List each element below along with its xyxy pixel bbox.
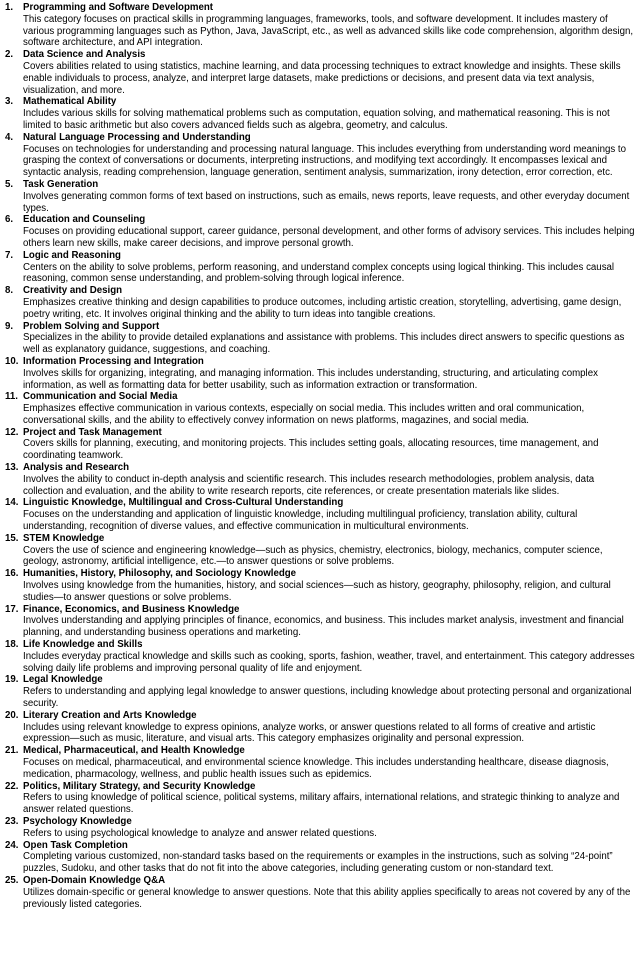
item-heading <box>5 674 637 686</box>
list-item <box>5 639 637 674</box>
list-item <box>5 132 637 179</box>
item-number: 4. <box>5 131 14 143</box>
item-description: Covers abilities related to using statistics, machine learning, and data processing techniques to extract knowledge and insights. These skills enable individuals to process, analyze, and interpret large datasets, make predictions or decisions, and present data via text analysis, visualization, and more. <box>23 60 621 96</box>
item-heading <box>5 875 637 887</box>
item-title: Humanities, History, Philosophy, and Sociology Knowledge <box>23 568 297 580</box>
list-item <box>5 745 637 780</box>
item-heading <box>5 533 637 545</box>
item-heading <box>5 840 637 852</box>
item-heading <box>5 568 637 580</box>
item-title: Life Knowledge and Skills <box>23 639 143 651</box>
list-item <box>5 214 637 249</box>
item-description: Focuses on medical, pharmaceutical, and environmental science knowledge. This includes understanding healthcare, disease diagnosis, medication, pharmacology, wellness, and public health issues such as epidemics. <box>23 757 609 780</box>
item-description: Involves using knowledge from the humanities, history, and social sciences—such as history, geography, philosophy, religion, and cultural studies—to answer questions or solve problems. <box>23 580 611 603</box>
item-title: Open-Domain Knowledge Q&A <box>23 874 166 886</box>
list-item <box>5 568 637 603</box>
list-item <box>5 250 637 285</box>
item-title: Analysis and Research <box>23 462 130 474</box>
item-title: Education and Counseling <box>23 214 146 226</box>
item-title: Problem Solving and Support <box>23 320 160 332</box>
list-item <box>5 840 637 875</box>
item-number: 10. <box>5 355 19 367</box>
item-heading <box>5 462 637 474</box>
item-title: Open Task Completion <box>23 839 128 851</box>
item-title: Linguistic Knowledge, Multilingual and Cross-Cultural Understanding <box>23 497 344 509</box>
item-number: 3. <box>5 96 14 108</box>
list-item <box>5 321 637 356</box>
list-item <box>5 427 637 462</box>
item-heading <box>5 132 637 144</box>
item-title: Programming and Software Development <box>23 2 214 13</box>
list-item <box>5 816 637 840</box>
item-heading <box>5 497 637 509</box>
list-item <box>5 96 637 131</box>
item-heading <box>5 604 637 616</box>
item-number: 6. <box>5 214 14 226</box>
item-number: 17. <box>5 603 19 615</box>
list-item <box>5 533 637 568</box>
item-description: Includes using relevant knowledge to express opinions, analyze works, or answer questions related to all forms of creative and artistic expression—such as music, literature, and visual arts. This category emphasizes originality and personal expression. <box>23 721 596 745</box>
item-description: Focuses on providing educational support, career guidance, personal development, and other forms of advisory services. This includes helping others learn new skills, make career decisions, and improve personal growth. <box>23 226 635 249</box>
item-title: Legal Knowledge <box>23 674 103 686</box>
item-number: 12. <box>5 426 19 438</box>
item-title: Communication and Social Media <box>23 391 178 403</box>
item-heading <box>5 781 637 793</box>
item-title: Medical, Pharmaceutical, and Health Knowledge <box>23 745 245 757</box>
list-item <box>5 49 637 96</box>
item-description: This category focuses on practical skills in programming languages, frameworks, tools, and software development. It includes mastery of various programming languages such as Python, Java, JavaScript, etc., as well as advanced skills like code comprehension, algorithm design, software architecture, and API integration. <box>23 13 634 49</box>
item-title: Mathematical Ability <box>23 96 117 108</box>
item-heading <box>5 250 637 262</box>
list-item <box>5 356 637 391</box>
item-heading <box>5 639 637 651</box>
item-title: Finance, Economics, and Business Knowledge <box>23 603 240 615</box>
item-description: Involves understanding and applying principles of finance, economics, and business. This includes market analysis, investment and financial planning, and understanding business operations and marketing. <box>23 615 624 639</box>
item-description: Centers on the ability to solve problems, perform reasoning, and understand complex concepts using logical thinking. This includes causal reasoning, common sense understanding, and problem-solving through logical inference. <box>23 261 615 285</box>
item-description: Covers skills for planning, executing, and monitoring projects. This includes setting goals, allocating resources, time management, and coordinating teamwork. <box>23 438 599 462</box>
list-item <box>5 604 637 639</box>
item-description: Utilizes domain-specific or general knowledge to answer questions. Note that this ability applies specifically to areas not covered by any of the previously listed categories. <box>23 886 631 910</box>
item-description: Focuses on technologies for understanding and processing natural language. This includes everything from understanding word meanings to grasping the context of conversations or documents, interpreting instructions, and modifying text accordingly. It encompasses lexical and syntactic analysis, reading comprehension, language generation, sentiment analysis, summarization, irony detection, error correction, etc. <box>23 143 626 179</box>
item-number: 2. <box>5 49 14 61</box>
item-description: Includes everyday practical knowledge and skills such as cooking, sports, fashion, weather, travel, and entertainment. This category addresses solving daily life problems and improving personal quality of life and enjoyment. <box>23 650 635 674</box>
item-description: Specializes in the ability to provide detailed explanations and assistance with problems. This includes direct answers to specific questions as well as explanatory guidance, suggestions, and coaching. <box>23 332 625 356</box>
item-heading <box>5 214 637 226</box>
item-title: Psychology Knowledge <box>23 815 132 827</box>
item-heading <box>5 356 637 368</box>
item-description: Involves the ability to conduct in-depth analysis and scientific research. This includes research methodologies, problem analysis, data collection and evaluation, and the ability to write research reports, cite references, or create presentation materials like slides. <box>23 473 595 497</box>
list-item <box>5 497 637 532</box>
item-heading <box>5 179 637 191</box>
item-heading <box>5 285 637 297</box>
item-number: 18. <box>5 639 19 651</box>
list-item <box>5 781 637 816</box>
item-number: 21. <box>5 745 19 757</box>
list-item <box>5 391 637 426</box>
item-number: 1. <box>5 2 14 13</box>
item-number: 19. <box>5 674 19 686</box>
list-item <box>5 2 637 49</box>
item-heading <box>5 745 637 757</box>
item-heading <box>5 816 637 828</box>
item-number: 22. <box>5 780 19 792</box>
item-title: Information Processing and Integration <box>23 355 204 367</box>
item-number: 16. <box>5 568 19 580</box>
category-list <box>5 2 637 910</box>
item-number: 20. <box>5 709 19 721</box>
list-item <box>5 674 637 709</box>
item-heading <box>5 2 637 14</box>
item-heading <box>5 710 637 722</box>
item-title: Politics, Military Strategy, and Security Knowledge <box>23 780 256 792</box>
item-description: Includes various skills for solving mathematical problems such as computation, equation solving, and mathematical reasoning. This is not limited to basic arithmetic but also covers advanced fields such as algebra, geometry, and calculus. <box>23 108 610 131</box>
item-number: 5. <box>5 178 14 190</box>
item-number: 25. <box>5 874 19 886</box>
item-title: Creativity and Design <box>23 285 123 297</box>
list-item <box>5 285 637 320</box>
item-title: Natural Language Processing and Understanding <box>23 131 251 143</box>
item-description: Refers to using psychological knowledge to analyze and answer related questions. <box>23 827 377 839</box>
item-number: 9. <box>5 320 14 332</box>
item-description: Refers to using knowledge of political science, political systems, military affairs, international relations, and strategic thinking to analyze and answer related questions. <box>23 792 620 816</box>
item-number: 13. <box>5 462 19 474</box>
item-heading <box>5 49 637 61</box>
item-number: 14. <box>5 497 19 509</box>
item-description: Completing various customized, non-standard tasks based on the requirements or examples in the instructions, such as solving “24-point” puzzles, Sudoku, and other tasks that do not fit into the above categories, including generating custom or non-standard text. <box>23 851 613 875</box>
item-description: Focuses on the understanding and application of linguistic knowledge, including multilingual proficiency, translation ability, cultural understanding, recognition of diverse values, and effective communication in multicultural environments. <box>23 509 578 533</box>
list-item <box>5 462 637 497</box>
item-description: Refers to understanding and applying legal knowledge to answer questions, including knowledge about protecting personal and organizational security. <box>23 686 632 710</box>
item-heading <box>5 321 637 333</box>
item-title: Logic and Reasoning <box>23 249 121 261</box>
item-number: 23. <box>5 815 19 827</box>
item-heading <box>5 96 637 108</box>
item-title: Literary Creation and Arts Knowledge <box>23 709 197 721</box>
item-title: STEM Knowledge <box>23 532 105 544</box>
item-heading <box>5 427 637 439</box>
item-number: 8. <box>5 285 14 297</box>
item-description: Covers the use of science and engineering knowledge—such as physics, chemistry, electronics, biology, mechanics, computer science, geology, astronomy, artificial intelligence, etc.—to answer questions or solve problems. <box>23 544 603 568</box>
list-item <box>5 179 637 214</box>
item-number: 15. <box>5 532 19 544</box>
item-title: Project and Task Management <box>23 426 162 438</box>
list-item <box>5 875 637 910</box>
item-heading <box>5 391 637 403</box>
item-description: Emphasizes effective communication in various contexts, especially on social media. This includes written and oral communication, conversational skills, and the ability to effectively convey information on news platforms, magazines, and social media. <box>23 403 585 426</box>
item-description: Involves skills for organizing, integrating, and managing information. This includes understanding, structuring, and articulating complex information, as well as formatting data for better usability, such as information extraction or transformation. <box>23 367 598 391</box>
item-number: 24. <box>5 839 19 851</box>
item-number: 11. <box>5 391 18 403</box>
item-description: Involves generating common forms of text based on instructions, such as emails, news reports, leave requests, and other everyday document types. <box>23 190 630 214</box>
list-item <box>5 710 637 745</box>
item-title: Task Generation <box>23 178 99 190</box>
item-title: Data Science and Analysis <box>23 49 146 61</box>
item-description: Emphasizes creative thinking and design capabilities to produce outcomes, including artistic creation, storytelling, advertising, game design, poetry writing, etc. It involves original thinking and the ability to turn ideas into tangible creations. <box>23 296 622 320</box>
item-number: 7. <box>5 249 14 261</box>
